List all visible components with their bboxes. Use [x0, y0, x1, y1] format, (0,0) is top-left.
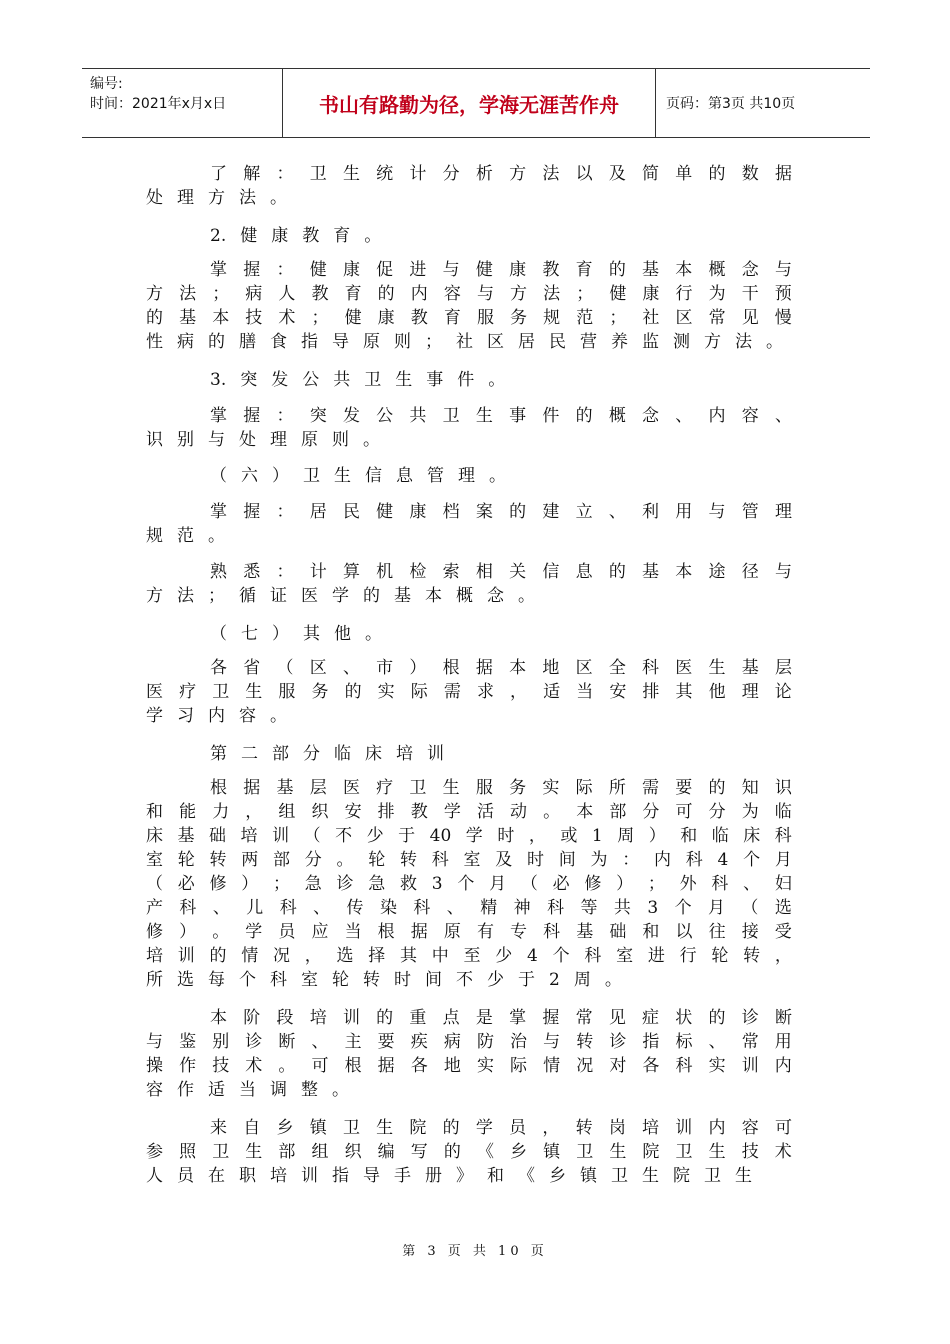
- page-footer: 第 3 页 共 10 页: [402, 1244, 548, 1259]
- text-line: 室 轮 转 两 部 分 。 轮 转 科 室 及 时 间 为 ： 内 科 4 个 月: [146, 850, 792, 870]
- text-line: 处 理 方 法 。: [146, 188, 287, 208]
- text-line: 所 选 每 个 科 室 轮 转 时 间 不 少 于 2 周 。: [146, 970, 622, 990]
- text-line: （ 必 修 ） ； 急 诊 急 救 3 个 月 （ 必 修 ） ； 外 科 、 妇: [146, 874, 792, 894]
- paragraph: [146, 500, 792, 548]
- text-line: 了 解 ： 卫 生 统 计 分 析 方 法 以 及 简 单 的 数 据: [210, 164, 792, 184]
- date-label: 时间：2021年x月x日: [90, 96, 227, 112]
- paragraph: [146, 776, 792, 992]
- text-line: 2. 健 康 教 育 。: [210, 226, 382, 246]
- text-line: 培 训 的 情 况 ， 选 择 其 中 至 少 4 个 科 室 进 行 轮 转 ，: [146, 946, 792, 966]
- text-line: 掌 握 ： 居 民 健 康 档 案 的 建 立 、 利 用 与 管 理: [210, 502, 792, 522]
- paragraph: [146, 404, 792, 452]
- paragraph: [146, 368, 792, 392]
- text-line: 识 别 与 处 理 原 则 。: [146, 430, 380, 450]
- text-line: 根 据 基 层 医 疗 卫 生 服 务 实 际 所 需 要 的 知 识: [210, 778, 792, 798]
- text-line: 第 二 部 分 临 床 培 训: [210, 744, 444, 764]
- text-line: 产 科 、 儿 科 、 传 染 科 、 精 神 科 等 共 3 个 月 （ 选: [146, 898, 792, 918]
- text-line: 3. 突 发 公 共 卫 生 事 件 。: [210, 370, 506, 390]
- header-meta: [82, 69, 282, 137]
- text-line: 各 省 （ 区 、 市 ） 根 据 本 地 区 全 科 医 生 基 层: [210, 658, 792, 678]
- text-line: 熟 悉 ： 计 算 机 检 索 相 关 信 息 的 基 本 途 径 与: [210, 562, 792, 582]
- number-label: 编号:: [90, 76, 123, 92]
- text-line: 修 ） 。 学 员 应 当 根 据 原 有 专 科 基 础 和 以 往 接 受: [146, 922, 792, 942]
- text-line: 学 习 内 容 。: [146, 706, 287, 726]
- text-line: 医 疗 卫 生 服 务 的 实 际 需 求 ， 适 当 安 排 其 他 理 论: [146, 682, 792, 702]
- page-header: [82, 68, 870, 138]
- header-motto: 书山有路勤为径，学海无涯苦作舟: [282, 69, 656, 137]
- paragraph: [146, 656, 792, 728]
- text-line: 掌 握 ： 突 发 公 共 卫 生 事 件 的 概 念 、 内 容 、: [210, 406, 792, 426]
- text-line: 本 阶 段 培 训 的 重 点 是 掌 握 常 见 症 状 的 诊 断: [210, 1008, 792, 1028]
- paragraph: [146, 742, 792, 766]
- paragraph: [146, 224, 792, 248]
- text-line: （ 七 ） 其 他 。: [210, 624, 382, 644]
- paragraph: [146, 162, 792, 210]
- text-line: 方 法 ； 病 人 教 育 的 内 容 与 方 法 ； 健 康 行 为 干 预: [146, 284, 792, 304]
- paragraph: [146, 560, 792, 608]
- text-line: 掌 握 ： 健 康 促 进 与 健 康 教 育 的 基 本 概 念 与: [210, 260, 792, 280]
- text-line: 床 基 础 培 训 （ 不 少 于 40 学 时 ， 或 1 周 ） 和 临 床 科: [146, 826, 792, 846]
- text-line: 规 范 。: [146, 526, 225, 546]
- header-page-label: 页码：第3页 共10页: [666, 96, 796, 112]
- paragraph: [146, 622, 792, 646]
- text-line: 和 能 力 ， 组 织 安 排 教 学 活 动 。 本 部 分 可 分 为 临: [146, 802, 792, 822]
- text-line: 人 员 在 职 培 训 指 导 手 册 》 和 《 乡 镇 卫 生 院 卫 生: [146, 1166, 752, 1186]
- paragraph: [146, 1006, 792, 1102]
- text-line: 性 病 的 膳 食 指 导 原 则 ； 社 区 居 民 营 养 监 测 方 法 。: [146, 332, 783, 352]
- paragraph: [146, 258, 792, 354]
- text-line: 与 鉴 别 诊 断 、 主 要 疾 病 防 治 与 转 诊 指 标 、 常 用: [146, 1032, 792, 1052]
- text-line: 操 作 技 术 。 可 根 据 各 地 实 际 情 况 对 各 科 实 训 内: [146, 1056, 792, 1076]
- paragraph: [146, 464, 792, 488]
- text-line: 方 法 ； 循 证 医 学 的 基 本 概 念 。: [146, 586, 535, 606]
- text-line: 容 作 适 当 调 整 。: [146, 1080, 349, 1100]
- text-line: 参 照 卫 生 部 组 织 编 写 的 《 乡 镇 卫 生 院 卫 生 技 术: [146, 1142, 792, 1162]
- paragraph: [146, 1116, 792, 1188]
- text-line: 来 自 乡 镇 卫 生 院 的 学 员 ， 转 岗 培 训 内 容 可: [210, 1118, 792, 1138]
- text-line: （ 六 ） 卫 生 信 息 管 理 。: [210, 466, 506, 486]
- text-line: 的 基 本 技 术 ； 健 康 教 育 服 务 规 范 ； 社 区 常 见 慢: [146, 308, 792, 328]
